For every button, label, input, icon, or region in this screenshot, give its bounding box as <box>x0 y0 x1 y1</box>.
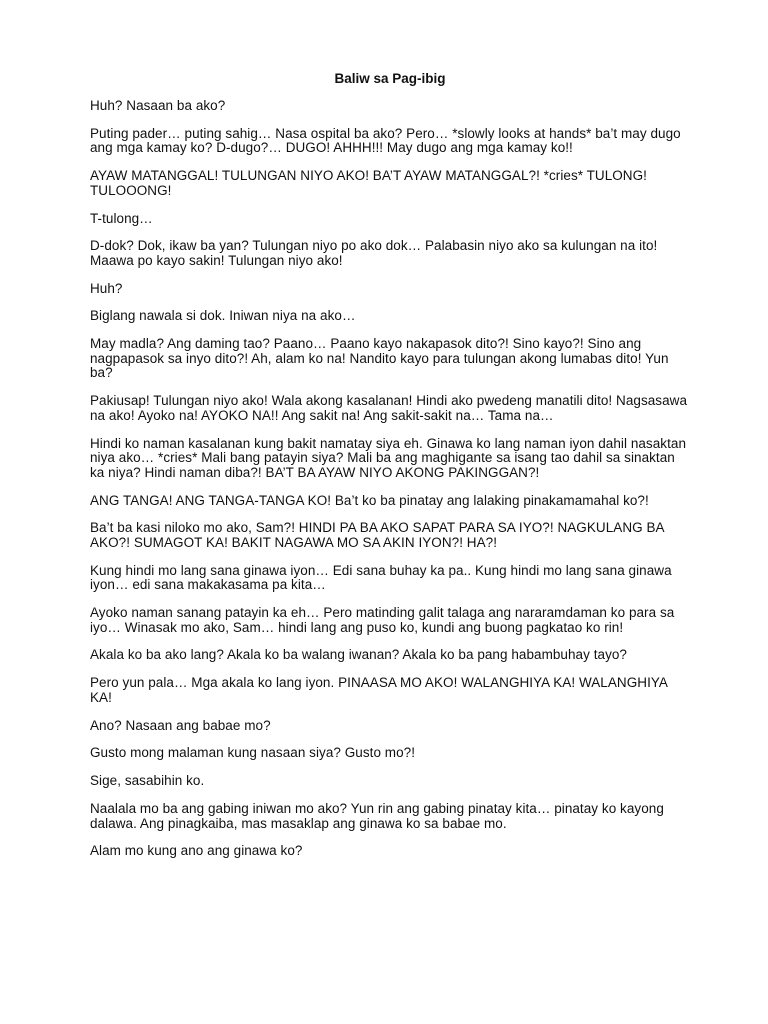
paragraph: Akala ko ba ako lang? Akala ko ba walang iwanan? Akala ko ba pang habambuhay tayo? <box>90 647 627 663</box>
paragraph: Pakiusap! Tulungan niyo ako! Wala akong kasalanan! Hindi ako pwedeng manatili dito! Nagsasawa na ako! Ayoko na! AYOKO NA!! Ang sakit na! Ang sakit-sakit na… Tama na… <box>90 393 688 423</box>
paragraph: Pero yun pala… Mga akala ko lang iyon. PINAASA MO AKO! WALANGHIYA KA! WALANGHIYA KA! <box>90 675 668 705</box>
paragraph: Naalala mo ba ang gabing iniwan mo ako? Yun rin ang gabing pinatay kita… pinatay ko kayong dalawa. Ang pinagkaiba, mas masaklap ang ginawa ko sa babae mo. <box>90 800 664 831</box>
paragraph: May madla? Ang daming tao? Paano… Paano kayo nakapasok dito?! Sino kayo?! Sino ang nagpapasok sa inyo dito?! Ah, alam ko na! Nandito kayo para tulungan akong lumabas dito! Yun ba? <box>90 336 669 381</box>
paragraph: Sige, sasabihin ko. <box>90 773 205 789</box>
paragraph: ANG TANGA! ANG TANGA-TANGA KO! Ba’t ko ba pinatay ang lalaking pinakamamahal ko?! <box>90 492 649 508</box>
document-title: Baliw sa Pag-ibig <box>334 71 446 86</box>
paragraph: Alam mo kung ano ang ginawa ko? <box>90 843 303 859</box>
paragraph: Huh? <box>90 280 123 296</box>
paragraph: T-tulong… <box>90 210 153 226</box>
paragraph: Kung hindi mo lang sana ginawa iyon… Edi sana buhay ka pa.. Kung hindi mo lang sana ginawa iyon… edi sana makakasama pa kita… <box>90 562 672 593</box>
paragraph: Biglang nawala si dok. Iniwan niya na ako… <box>90 308 356 324</box>
paragraph: Hindi ko naman kasalanan kung bakit namatay siya eh. Ginawa ko lang naman iyon dahil nasaktan niya ako… *cries* Mali bang patayin siya? Mali ba ang maghigante sa isang tao dahil sa sinaktan ka niya? Hindi naman diba?! BA’T BA AYAW NIYO AKONG PAKINGGAN?! <box>90 435 687 480</box>
document-page <box>90 70 690 872</box>
document-body <box>90 99 690 859</box>
paragraph: Huh? Nasaan ba ako? <box>90 98 226 113</box>
paragraph: Ano? Nasaan ang babae mo? <box>90 717 271 733</box>
paragraph: D-dok? Dok, ikaw ba yan? Tulungan niyo po ako dok… Palabasin niyo ako sa kulungan na ito! Maawa po kayo sakin! Tulungan niyo ako! <box>90 238 658 268</box>
paragraph: Puting pader… puting sahig… Nasa ospital ba ako? Pero… *slowly looks at hands* ba’t may dugo ang mga kamay ko? D-dugo?… DUGO! AHHH!!! May dugo ang mga kamay ko!! <box>90 125 681 156</box>
paragraph: Gusto mong malaman kung nasaan siya? Gusto mo?! <box>90 745 416 761</box>
paragraph: AYAW MATANGGAL! TULUNGAN NIYO AKO! BA’T AYAW MATANGGAL?! *cries* TULONG! TULOOONG! <box>90 168 647 198</box>
paragraph: Ayoko naman sanang patayin ka eh… Pero matinding galit talaga ang nararamdaman ko para sa iyo… Winasak mo ako, Sam… hindi lang ang puso ko, kundi ang buong pagkatao ko rin! <box>90 605 675 635</box>
paragraph: Ba’t ba kasi niloko mo ako, Sam?! HINDI PA BA AKO SAPAT PARA SA IYO?! NAGKULANG BA AKO?! SUMAGOT KA! BAKIT NAGAWA MO SA AKIN IYON?! HA?! <box>90 520 664 550</box>
